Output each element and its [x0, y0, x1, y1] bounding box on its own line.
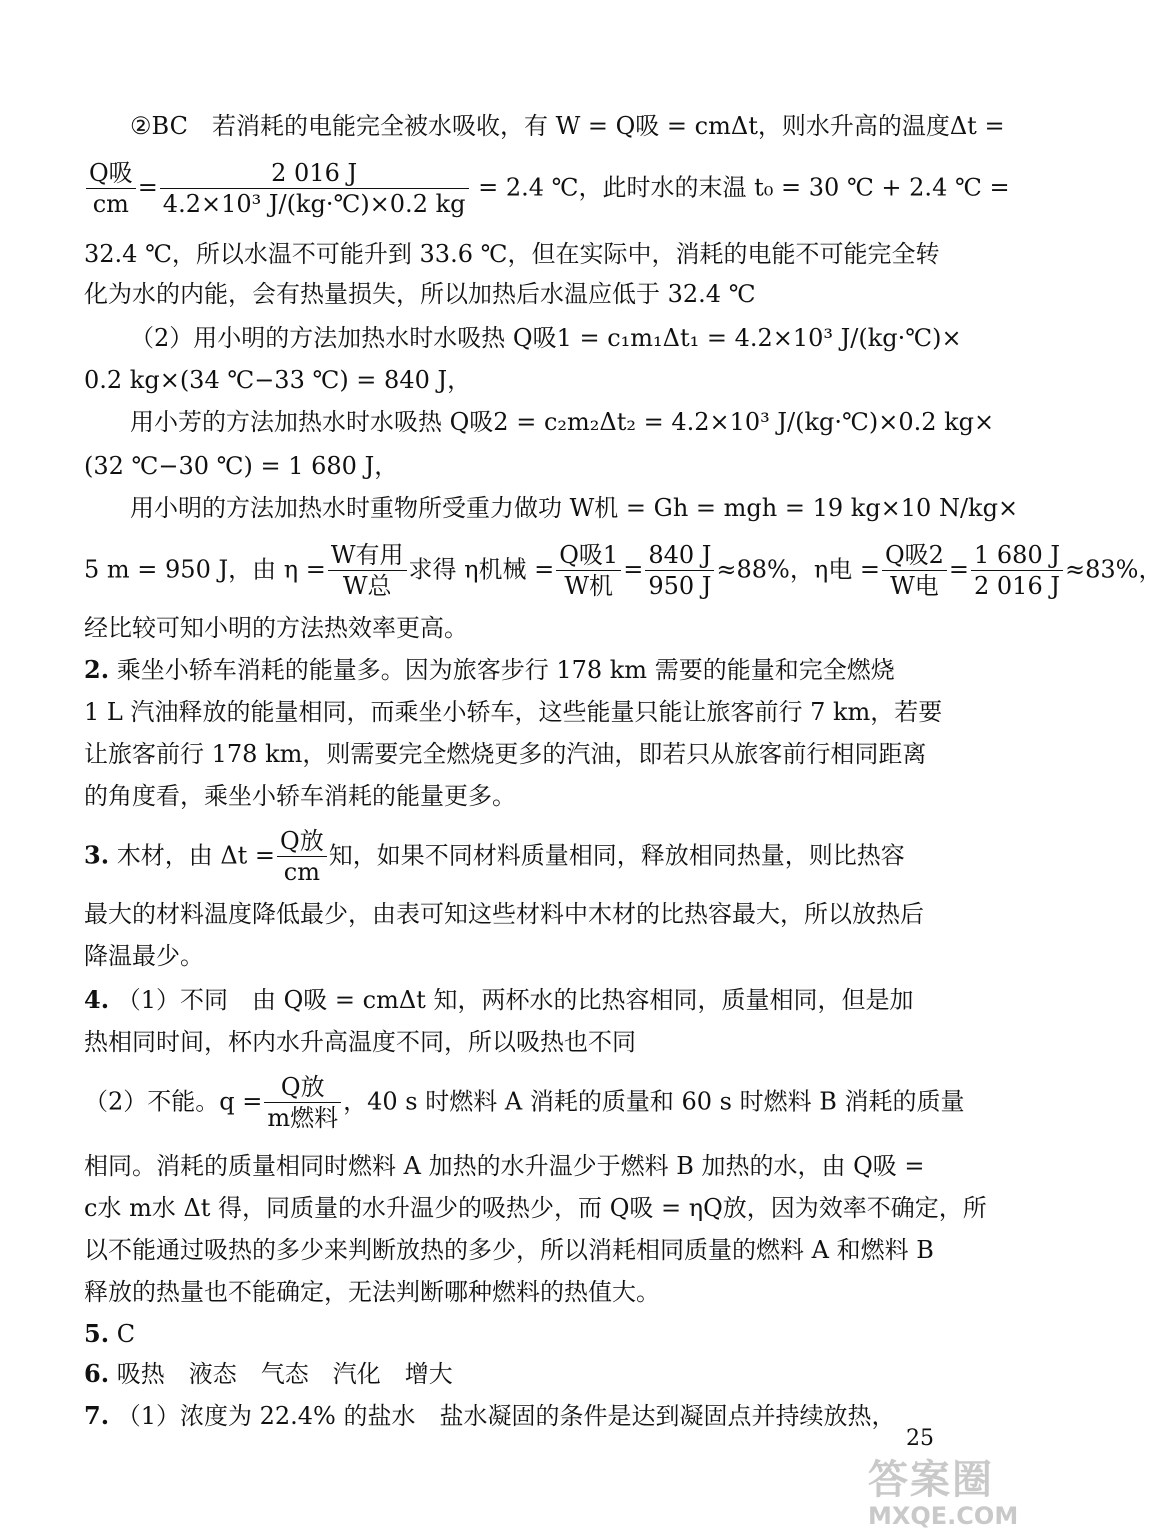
question-number: 3.: [84, 840, 110, 870]
equals-sign: =: [948, 555, 970, 584]
question-6-line: [84, 1358, 954, 1390]
text-line: 经比较可知小明的方法热效率更高。: [84, 614, 468, 642]
fraction-denominator: W电: [890, 572, 939, 601]
fraction: [882, 542, 947, 600]
fraction-numerator: Q吸: [86, 160, 136, 189]
fraction-denominator: W机: [564, 572, 614, 601]
text-segment: 木材，由 Δt =: [116, 841, 276, 870]
text-line: c水 m水 Δt 得，同质量的水升温少的吸热少，而 Q吸 = ηQ放，因为效率不确定，所: [84, 1194, 987, 1222]
fraction-denominator: cm: [92, 190, 129, 219]
fraction-numerator: 2 016 J: [160, 160, 469, 189]
page-number: 25: [906, 1426, 934, 1451]
text-line-with-fraction: [84, 1073, 965, 1133]
text-segment: 5 m = 950 J，由 η =: [84, 555, 326, 584]
text-line: (32 ℃−30 ℃) = 1 680 J，: [84, 452, 399, 480]
fraction-denominator: cm: [283, 858, 320, 887]
text-segment: ≈83%，: [1064, 555, 1162, 584]
equals-sign: =: [623, 555, 644, 584]
text-line-with-fraction: [84, 159, 1010, 219]
fraction: [160, 160, 469, 218]
question-2-line: [84, 654, 954, 686]
fraction-numerator: Q放: [264, 1074, 341, 1103]
answer-text: 吸热 液态 气态 汽化 增大: [116, 1360, 453, 1388]
text-line: ②BC 若消耗的电能完全被水吸收，有 W = Q吸 = cmΔt，则水升高的温度Δt =: [130, 112, 1005, 140]
fraction: [277, 828, 327, 886]
fraction-denominator: 4.2×10³ J/(kg·℃)×0.2 kg: [162, 190, 466, 219]
fraction: [556, 542, 621, 600]
text-line: 0.2 kg×(34 ℃−33 ℃) = 840 J，: [84, 366, 472, 394]
text-line: 相同。消耗的质量相同时燃料 A 加热的水升温少于燃料 B 加热的水，由 Q吸 =: [84, 1152, 925, 1180]
text-segment: （1）不同 由 Q吸 = cmΔt 知，两杯水的比热容相同，质量相同，但是加: [116, 986, 914, 1014]
text-line: 最大的材料温度降低最少，由表可知这些材料中木材的比热容最大，所以放热后: [84, 900, 924, 928]
question-7-line: [84, 1400, 954, 1432]
text-line: 热相同时间，杯内水升高温度不同，所以吸热也不同: [84, 1028, 636, 1056]
text-segment: （2）不能。q =: [84, 1087, 263, 1116]
fraction: [645, 542, 714, 600]
equals-sign: =: [137, 173, 158, 202]
text-line: 用小芳的方法加热水时水吸热 Q吸2 = c₂m₂Δt₂ = 4.2×10³ J/(kg·℃)×0.2 kg×: [130, 408, 995, 436]
fraction: [971, 542, 1063, 600]
question-number: 7.: [84, 1401, 110, 1430]
question-number: 6.: [84, 1359, 110, 1388]
fraction-numerator: Q吸2: [882, 542, 947, 571]
text-line: 1 L 汽油释放的能量相同，而乘坐小轿车，这些能量只能让旅客前行 7 km，若要: [84, 698, 943, 726]
watermark-text: 答案圈: [868, 1457, 994, 1503]
question-5-line: [84, 1318, 954, 1350]
fraction-numerator: Q吸1: [556, 542, 621, 571]
text-segment: 知，如果不同材料质量相同，释放相同热量，则比热容: [328, 841, 905, 870]
fraction: [86, 160, 136, 218]
fraction-numerator: 1 680 J: [971, 542, 1063, 571]
text-line: 的角度看，乘坐小轿车消耗的能量更多。: [84, 782, 516, 810]
text-line-with-fractions: [84, 541, 1162, 601]
text-line: 释放的热量也不能确定，无法判断哪种燃料的热值大。: [84, 1278, 660, 1306]
text-segment: = 2.4 ℃，此时水的末温 t₀ = 30 ℃ + 2.4 ℃ =: [478, 173, 1010, 202]
text-segment: 求得 η机械 =: [408, 555, 555, 584]
fraction-numerator: 840 J: [645, 542, 714, 571]
watermark-url: MXQE.COM: [868, 1502, 1019, 1530]
fraction-denominator: W总: [342, 572, 392, 601]
text-segment: ≈88%，η电 =: [716, 555, 880, 584]
text-line: 降温最少。: [84, 942, 204, 970]
fraction-denominator: 950 J: [648, 572, 712, 601]
text-segment: 乘坐小轿车消耗的能量多。因为旅客步行 178 km 需要的能量和完全燃烧: [116, 656, 895, 684]
fraction-denominator: 2 016 J: [974, 572, 1060, 601]
answer-text: （1）浓度为 22.4% 的盐水 盐水凝固的条件是达到凝固点并持续放热，: [116, 1402, 896, 1430]
text-line: （2）用小明的方法加热水时水吸热 Q吸1 = c₁m₁Δt₁ = 4.2×10³ J/(kg·℃)×: [130, 324, 962, 352]
question-3-line: [84, 828, 954, 886]
fraction-numerator: W有用: [328, 542, 407, 571]
fraction: [328, 542, 407, 600]
text-segment: ，40 s 时燃料 A 消耗的质量和 60 s 时燃料 B 消耗的质量: [343, 1087, 965, 1116]
question-4-line: [84, 984, 954, 1016]
text-line: 32.4 ℃，所以水温不可能升到 33.6 ℃，但在实际中，消耗的电能不可能完全转: [84, 240, 940, 268]
question-number: 2.: [84, 655, 110, 684]
question-number: 4.: [84, 985, 110, 1014]
text-line: 让旅客前行 178 km，则需要完全燃烧更多的汽油，即若只从旅客前行相同距离: [84, 740, 927, 768]
question-number: 5.: [84, 1319, 110, 1348]
watermark-logo: [868, 1458, 1048, 1536]
text-line: 用小明的方法加热水时重物所受重力做功 W机 = Gh = mgh = 19 kg×10 N/kg×: [130, 494, 1019, 522]
fraction: [264, 1074, 341, 1132]
text-line: 化为水的内能，会有热量损失，所以加热后水温应低于 32.4 ℃: [84, 280, 756, 308]
fraction-denominator: m燃料: [267, 1104, 339, 1133]
answer-text: C: [116, 1320, 136, 1348]
text-line: 以不能通过吸热的多少来判断放热的多少，所以消耗相同质量的燃料 A 和燃料 B: [84, 1236, 934, 1264]
fraction-numerator: Q放: [277, 828, 327, 857]
